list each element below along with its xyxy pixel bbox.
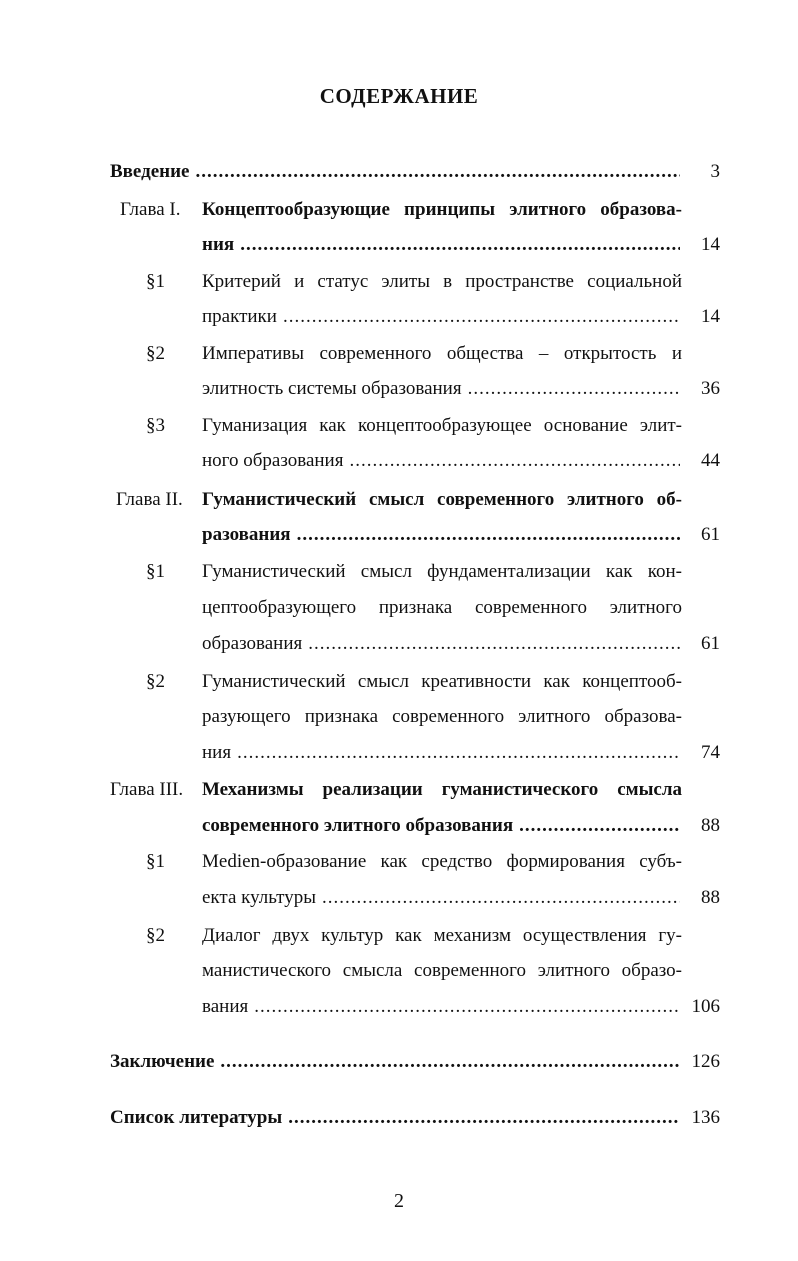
toc-ch2-sec2-line-3: ния: [202, 742, 232, 763]
toc-chapter-2-line-1: Гуманистический смысл современного элитного об-: [202, 489, 682, 510]
leader-dots: [288, 1102, 680, 1134]
leader-dots: [297, 519, 680, 551]
toc-ch1-sec3-line-1: Гуманизация как концептообразующее основание элит-: [202, 415, 682, 436]
toc-intro-page: 3: [710, 161, 720, 182]
toc-ch1-sec2-label: §2: [146, 343, 165, 364]
toc-ch3-sec2-label: §2: [146, 925, 165, 946]
toc-ch3-sec1-last: [202, 882, 680, 914]
toc-ch1-sec2-line-2: элитность системы образования: [202, 378, 462, 399]
toc-chapter-1-line-1: Концептообразующие принципы элитного образова-: [202, 199, 682, 220]
toc-intro: [110, 156, 680, 188]
toc-ch3-sec1-page: 88: [701, 887, 720, 908]
toc-ch3-sec2-last: [202, 991, 680, 1023]
toc-ch3-sec2-line-2: манистического смысла современного элитного образо-: [202, 960, 682, 981]
toc-chapter-1-page: 14: [701, 234, 720, 255]
toc-chapter-1-line-2: ния: [202, 234, 235, 255]
toc-chapter-2-page: 61: [701, 524, 720, 545]
toc-ch2-sec2-line-2: разующего признака современного элитного образова-: [202, 706, 682, 727]
page-number: 2: [394, 1190, 404, 1212]
toc-ch2-sec2-last: [202, 737, 680, 769]
toc-ch1-sec1-last: [202, 301, 680, 333]
leader-dots: [349, 445, 680, 477]
leader-dots: [240, 229, 680, 261]
toc-chapter-2-line-2: разования: [202, 524, 291, 545]
toc-ch3-sec2-line-1: Диалог двух культур как механизм осуществления гу-: [202, 925, 682, 946]
leader-dots: [308, 628, 680, 660]
leader-dots: [237, 737, 680, 769]
toc-chapter-3-page: 88: [701, 815, 720, 836]
toc-ch1-sec1-line-2: практики: [202, 306, 277, 327]
leader-dots: [220, 1046, 680, 1078]
toc-ch1-sec2-line-1: Императивы современного общества – открытость и: [202, 343, 682, 364]
toc-ch2-sec2-line-1: Гуманистический смысл креативности как концептооб-: [202, 671, 682, 692]
toc-ch2-sec1-page: 61: [701, 633, 720, 654]
toc-chapter-2-label: Глава II.: [116, 489, 183, 510]
toc-conclusion-page: 126: [691, 1051, 720, 1072]
toc-chapter-2-last: [202, 519, 680, 551]
toc-references: [110, 1102, 680, 1134]
toc-ch1-sec3-page: 44: [701, 450, 720, 471]
toc-ch2-sec2-page: 74: [701, 742, 720, 763]
toc-ch3-sec1-line-2: екта культуры: [202, 887, 316, 908]
leader-dots: [468, 373, 680, 405]
toc-ch2-sec1-last: [202, 628, 680, 660]
toc-ch2-sec1-line-3: образования: [202, 633, 303, 654]
toc-ch3-sec2-page: 106: [691, 996, 720, 1017]
toc-ch1-sec2-page: 36: [701, 378, 720, 399]
toc-ch1-sec3-line-2: ного образования: [202, 450, 344, 471]
leader-dots: [283, 301, 680, 333]
toc-conclusion-label: Заключение: [110, 1051, 215, 1072]
toc-ch3-sec1-label: §1: [146, 851, 165, 872]
leader-dots: [519, 810, 680, 842]
toc-chapter-3-line-1: Механизмы реализации гуманистического смысла: [202, 779, 682, 800]
leader-dots: [254, 991, 680, 1023]
toc-ch2-sec1-label: §1: [146, 561, 165, 582]
toc-ch1-sec3-last: [202, 445, 680, 477]
toc-references-label: Список литературы: [110, 1107, 283, 1128]
toc-ch1-sec2-last: [202, 373, 680, 405]
toc-ch3-sec2-line-3: вания: [202, 996, 249, 1017]
toc-ch2-sec1-line-2: цептообразующего признака современного элитного: [202, 597, 682, 618]
toc-ch1-sec1-page: 14: [701, 306, 720, 327]
toc-chapter-1-last: [202, 229, 680, 261]
toc-ch1-sec1-line-1: Критерий и статус элиты в пространстве социальной: [202, 271, 682, 292]
leader-dots: [322, 882, 680, 914]
toc-intro-label: Введение: [110, 161, 190, 182]
toc-ch2-sec1-line-1: Гуманистический смысл фундаментализации как кон-: [202, 561, 682, 582]
toc-ch3-sec1-line-1: Medien-образование как средство формирования субъ-: [202, 851, 682, 872]
page-title: СОДЕРЖАНИЕ: [319, 84, 479, 108]
toc-ch1-sec3-label: §3: [146, 415, 165, 436]
toc-conclusion: [110, 1046, 680, 1078]
toc-chapter-3-line-2: современного элитного образования: [202, 815, 514, 836]
toc-references-page: 136: [691, 1107, 720, 1128]
toc-ch1-sec1-label: §1: [146, 271, 165, 292]
toc-chapter-1-label: Глава I.: [120, 199, 181, 220]
toc-chapter-3-last: [202, 810, 680, 842]
toc-ch2-sec2-label: §2: [146, 671, 165, 692]
toc-chapter-3-label: Глава III.: [110, 779, 184, 800]
leader-dots: [196, 156, 681, 188]
